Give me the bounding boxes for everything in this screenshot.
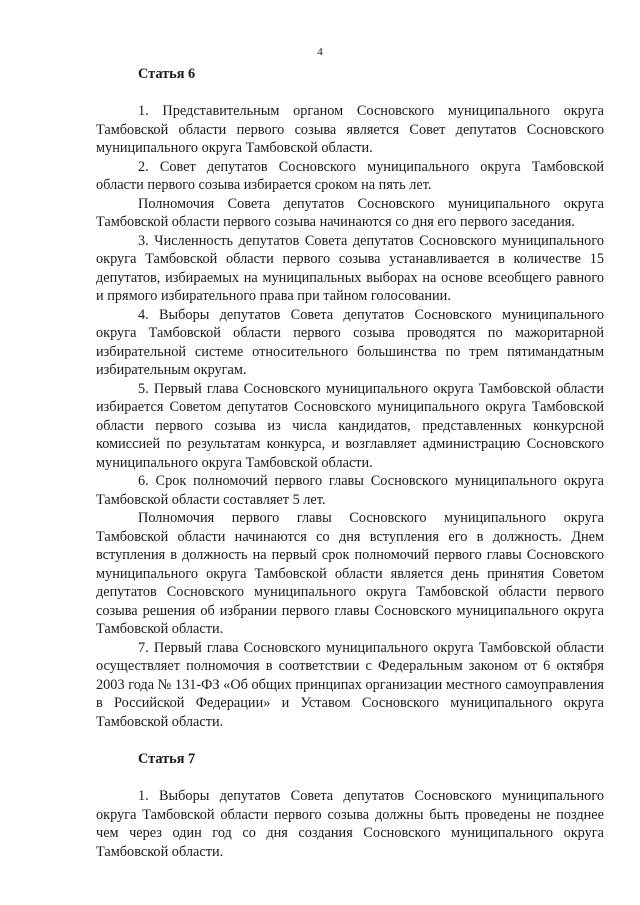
article-6-paragraph-6: 5. Первый глава Сосновского муниципального округа Тамбовской области избирается Советом депутатов Сосновского муниципального округа Тамбовской области первого созыва из числа кандидатов, представленных конкурсной комиссией по результатам конкурса, и возглавляет администрацию Сосновского муниципального округа Тамбовской области.: [96, 380, 604, 471]
article-7-paragraph-1: 1. Выборы депутатов Совета депутатов Сосновского муниципального округа Тамбовской области первого созыва должны быть проведены не позднее чем через один год со дня создания Сосновского муниципального округа Тамбовской области.: [96, 788, 604, 860]
article-6-paragraph-4: 3. Численность депутатов Совета депутатов Сосновского муниципального округа Тамбовской области первого созыва устанавливается в количестве 15 депутатов, избираемых на муниципальных выборах на основе всеобщего равного и прямого избирательного права при тайном голосовании.: [96, 232, 604, 304]
article-6-paragraph-1: 1. Представительным органом Сосновского муниципального округа Тамбовской области первого созыва является Совет депутатов Сосновского муниципального округа Тамбовской области.: [96, 103, 604, 156]
article-6-paragraph-5: 4. Выборы депутатов Совета депутатов Сосновского муниципального округа Тамбовской области первого созыва проводятся по мажоритарной избирательной системе относительного большинства по трем пятимандатным избирательным округам.: [96, 306, 604, 378]
article-6-paragraph-9: 7. Первый глава Сосновского муниципального округа Тамбовской области осуществляет полномочия в соответствии с Федеральным законом от 6 октября 2003 года № 131-ФЗ «Об общих принципах организации местного самоуправления в Российской Федерации» и Уставом Сосновского муниципального округа Тамбовской области.: [96, 639, 604, 730]
article-7-heading: Статья 7: [138, 751, 196, 767]
article-6-paragraph-8: Полномочия первого главы Сосновского муниципального округа Тамбовской области начинаются со дня вступления его в должность. Днем вступления в должность на первый срок полномочий первого главы Сосновского муниципального округа Тамбовской области является день принятия Советом депутатов Сосновского муниципального округа Тамбовской области первого созыва решения об избрании первого главы Сосновского муниципального округа Тамбовской области.: [96, 510, 604, 637]
page-number: 4: [317, 46, 323, 58]
article-6-paragraph-3: Полномочия Совета депутатов Сосновского муниципального округа Тамбовской области первого созыва начинаются со дня его первого заседания.: [96, 195, 604, 230]
article-6-paragraph-2: 2. Совет депутатов Сосновского муниципального округа Тамбовской области первого созыва избирается сроком на пять лет.: [96, 158, 604, 193]
article-6-paragraph-7: 6. Срок полномочий первого главы Сосновского муниципального округа Тамбовской области составляет 5 лет.: [96, 473, 604, 508]
document-body: [96, 64, 604, 861]
article-6-heading: Статья 6: [138, 66, 196, 82]
